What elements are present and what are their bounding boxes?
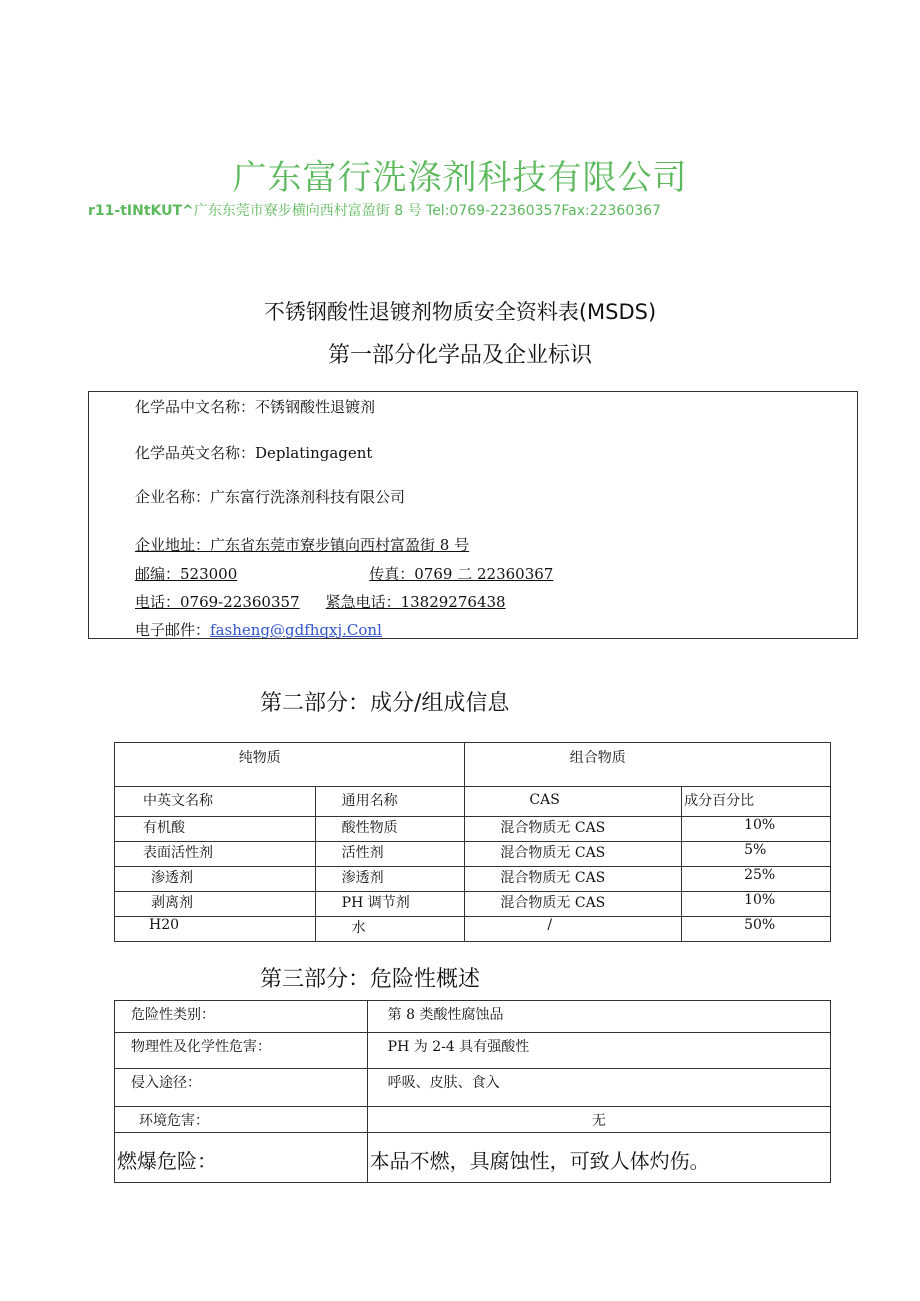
- column-header-percent: 成分百分比: [682, 787, 831, 817]
- chemical-en-name: 化学品英文名称：Deplatingagent: [135, 444, 373, 462]
- part1-title: 第一部分化学品及企业标识: [327, 343, 592, 368]
- cell-common-name: PH 调节剂: [315, 892, 465, 917]
- mixture-header: 组合物质: [465, 743, 831, 787]
- email-label: 电子邮件：: [135, 621, 211, 639]
- hazard-label: 燃爆危险：: [115, 1133, 368, 1183]
- hazard-value: 第 8 类酸性腐蚀品: [367, 1001, 830, 1033]
- cell-cas: 混合物质无 CAS: [465, 842, 682, 867]
- part3-title: 第三部分：危险性概述: [260, 967, 481, 992]
- table-row: [115, 842, 831, 867]
- column-header-row: [115, 787, 831, 817]
- cell-percent: 5%: [682, 842, 831, 867]
- cell-percent: 10%: [682, 892, 831, 917]
- cell-name: 渗透剂: [115, 867, 316, 892]
- identification-box: [88, 391, 858, 639]
- cell-common-name: 水: [315, 917, 465, 942]
- cell-common-name: 渗透剂: [315, 867, 465, 892]
- hazard-table: [114, 1000, 831, 1183]
- composition-table: [114, 742, 831, 942]
- hazard-value: 呼吸、皮肤、食入: [367, 1069, 830, 1107]
- document-title: 不锈钢酸性退镀剂物质安全资料表(MSDS): [263, 300, 657, 324]
- pure-substance-header: 纯物质: [115, 743, 465, 787]
- table-row: [115, 1107, 831, 1133]
- table-row: [115, 1001, 831, 1033]
- hazard-label: 物理性及化学性危害：: [115, 1033, 368, 1069]
- cell-common-name: 活性剂: [315, 842, 465, 867]
- group-header-row: [115, 743, 831, 787]
- cell-name: H20: [115, 917, 316, 942]
- cell-name: 表面活性剂: [115, 842, 316, 867]
- cell-cas: /: [465, 917, 682, 942]
- part2-title: 第二部分：成分/组成信息: [260, 691, 510, 716]
- cell-percent: 10%: [682, 817, 831, 842]
- cell-cas: 混合物质无 CAS: [465, 892, 682, 917]
- address-text: 广东东莞市寮步横向西村富盈街 8 号 Tel:0769-22360357Fax:22360367: [193, 203, 661, 219]
- email-link[interactable]: fasheng@gdfhqxj.Conl: [210, 621, 382, 639]
- postcode-fax-line: [135, 563, 553, 584]
- emergency-phone-field: 紧急电话：13829276438: [325, 593, 506, 611]
- column-header-name: 中英文名称: [115, 787, 316, 817]
- table-row: [115, 1069, 831, 1107]
- table-row: [115, 817, 831, 842]
- cell-percent: 50%: [682, 917, 831, 942]
- fax-field: 传真：0769 二 22360367: [369, 565, 554, 583]
- column-header-common-name: 通用名称: [315, 787, 465, 817]
- email-line: [135, 619, 382, 640]
- hazard-label: 危险性类别：: [115, 1001, 368, 1033]
- column-header-cas: CAS: [465, 787, 682, 817]
- table-row: [115, 1133, 831, 1183]
- hazard-value: PH 为 2-4 具有强酸性: [367, 1033, 830, 1069]
- address-prefix: r11-tINtKUT^: [88, 203, 194, 219]
- company-address-field: 企业地址：广东省东莞市寮步镇向西村富盈街 8 号: [135, 536, 470, 554]
- postcode-field: 邮编：523000: [135, 565, 238, 583]
- cell-cas: 混合物质无 CAS: [465, 867, 682, 892]
- hazard-label: 环境危害：: [115, 1107, 368, 1133]
- chemical-cn-name: 化学品中文名称：不锈钢酸性退镀剂: [135, 398, 376, 416]
- cell-cas: 混合物质无 CAS: [465, 817, 682, 842]
- table-row: [115, 917, 831, 942]
- cell-name: 剥离剂: [115, 892, 316, 917]
- cell-name: 有机酸: [115, 817, 316, 842]
- table-row: [115, 892, 831, 917]
- cell-percent: 25%: [682, 867, 831, 892]
- phone-field: 电话：0769-22360357: [135, 593, 300, 611]
- company-name: 广东富行洗涤剂科技有限公司: [232, 158, 688, 198]
- cell-common-name: 酸性物质: [315, 817, 465, 842]
- hazard-value: 无: [367, 1107, 830, 1133]
- table-row: [115, 1033, 831, 1069]
- hazard-value: 本品不燃，具腐蚀性，可致人体灼伤。: [367, 1133, 830, 1183]
- hazard-label: 侵入途径：: [115, 1069, 368, 1107]
- table-row: [115, 867, 831, 892]
- company-name-field: 企业名称：广东富行洗涤剂科技有限公司: [135, 488, 406, 506]
- phone-line: [135, 591, 506, 612]
- company-address-line: [88, 200, 661, 220]
